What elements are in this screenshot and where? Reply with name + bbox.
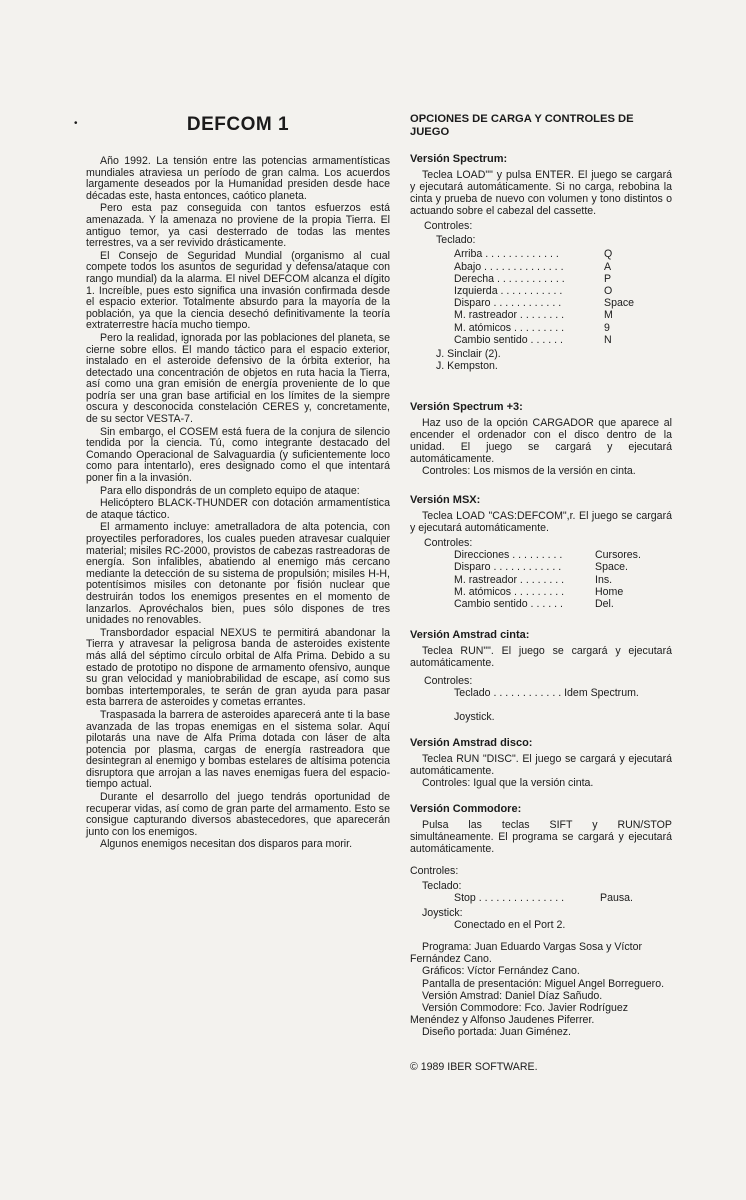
key-row [410,273,672,285]
key-action: Abajo . . . . . . . . . . . . . . [454,260,564,273]
keyboard-label: Teclado: [422,880,462,893]
port-line: Conectado en el Port 2. [454,918,566,931]
key-row [410,309,672,321]
paragraph: Pero la realidad, ignorada por las poblaciones del planeta, se cierne sobre ellos. El mando táctico para el espacio exterior, instalado en el asteroide defensivo de la órbita exterior, ha detectado una concentración de objetos en ruta hacia la Tierra, así como una gran emisión de energía proveniente de lo que podría ser una gran base artificial en los límites de la siempre oscura y desconocida constelación CERES y, concretamente, de su sector VESTA-7. [86,331,390,426]
section-heading: Versión Commodore: [410,803,522,815]
key-action: M. atómicos . . . . . . . . . [454,321,565,334]
key-action: Cambio sentido . . . . . . [454,597,563,610]
key-action: Disparo . . . . . . . . . . . . [454,561,562,574]
paragraph: Traspasada la barrera de asteroides aparecerá ante ti la base avanzada de las tropas enemigas en el sistema solar. Aquí pilotarás una nave de Alfa Prima dotada con láser de alta potencia por plasma, cargas de energía rastreadora que desintegran al enemigo y bombas estelares de altísima potencia disruptora que arrojan a las naves enemigas fuera del espacio-tiempo actual. [86,708,390,791]
paragraph: Transbordador espacial NEXUS te permitirá abandonar la Tierra y atravesar la peligrosa banda de asteroides existente más allá del séptimo círculo orbital de Alfa Prima. Debido a su estado de prototipo no dispone de armamento ofensivo, aunque su gran velocidad y maniobrabilidad de escape, así como sus bombas intertemporales, te serán de gran ayuda para pasar esta barrera de asteroides y cometas errantes. [86,626,390,709]
section-amstrad-disco [410,737,672,789]
credit-line: Diseño portada: Juan Giménez. [422,1026,571,1039]
key-value: N [604,333,612,346]
key-value: P [604,272,612,285]
controls-text: Controles: Igual que la versión cinta. [422,777,594,789]
key-value: M [604,309,613,322]
key-value: Q [604,248,613,261]
key-value: Del. [595,597,614,610]
joystick-label: Joystick: [422,906,463,919]
key-action: M. atómicos . . . . . . . . . [454,585,565,598]
copyright: © 1989 IBER SOFTWARE. [410,1061,538,1073]
controls-label: Controles: [410,865,459,877]
key-value: Home [595,585,624,598]
paragraph: Año 1992. La tensión entre las potencias armamentísticas mundiales atraviesa un período de gran calma. Los acuerdos largamente deseados por la Humanidad presiden desde hace décadas este, hasta entonces, caótico planeta. [86,155,390,202]
joystick-sinclair: J. Sinclair (2). [436,347,501,360]
controls-label: Controles: [424,675,473,687]
section-text: Haz uso de la opción CARGADOR que aparece al encender el ordenador con el disco dentro de la unidad. El juego se cargará y ejecutará automáticamente. [410,417,672,465]
section-text: Teclea LOAD"" y pulsa ENTER. El juego se cargará y ejecutará automáticamente. Si no carga, rebobina la cinta y prueba de nuevo con volumen y tono distintos o actuando sobre el cabezal del cassette. [410,169,672,217]
paragraph: Para ello dispondrás de un completo equipo de ataque: [100,484,360,497]
key-action: Derecha . . . . . . . . . . . . [454,272,565,285]
key-action: Direcciones . . . . . . . . . [454,549,563,562]
key-action: M. rastreador . . . . . . . . [454,573,565,586]
paragraph: Pero esta paz conseguida con tantos esfuerzos está amenazada. Y la amenaza no proviene de la propia Tierra. El antiguo temor, ya casi desterrado de todas las mentes terrestres, va a ser revivido drásticamente. [86,202,390,250]
key-row [410,285,672,297]
key-value: A [604,260,612,273]
joystick-line: Joystick. [454,711,495,724]
key-row [410,586,672,598]
key-row [410,549,672,561]
key-row [410,261,672,273]
credits [410,941,672,1039]
key-row [410,574,672,586]
section-amstrad-cinta [410,629,672,724]
section-spectrum-plus3 [410,401,672,477]
game-title: DEFCOM 1 [186,114,290,135]
controls-label: Controles: [424,220,473,232]
key-action: Cambio sentido . . . . . . [454,333,563,346]
key-value: Cursores. [595,549,641,562]
paragraph: Helicóptero BLACK-THUNDER con dotación armamentística de ataque táctico. [86,497,390,521]
story-text [86,156,390,852]
key-value: 9 [604,321,610,334]
credit-line: Versión Commodore: Fco. Javier Rodríguez Menéndez y Alfonso Jaudenes Piferrer. [410,1002,629,1027]
key-action: Izquierda . . . . . . . . . . . [454,284,563,297]
controls-text: Controles: Los mismos de la versión en cinta. [422,465,636,477]
key-row [410,334,672,346]
section-text: Teclea LOAD "CAS:DEFCOM",r. El juego se cargará y ejecutará automáticamente. [410,510,672,534]
key-row [410,561,672,573]
joystick-kempston: J. Kempston. [436,360,498,373]
section-heading: Versión Amstrad disco: [410,737,533,749]
bullet-mark: • [74,118,78,129]
paragraph: Sin embargo, el COSEM está fuera de la conjura de silencio tendida por la ciencia. Tú, como integrante destacado del Comando Operacional de Salvaguardia (y suficientemente loco como para intentarlo), eres designado como el que intentará poner fin a la invasión. [86,425,390,485]
key-row [410,297,672,309]
section-text: Pulsa las teclas SIFT y RUN/STOP simultáneamente. El programa se cargará y ejecutará automáticamente. [410,819,672,855]
paragraph: El armamento incluye: ametralladora de alta potencia, con proyectiles perforadores, los cuales pueden atravesar cualquier material; misiles RC-2000, provistos de cabezas rastreadoras de energía. Son infalibles, abatiendo al enemigo más cercano mediante la detección de su sistema de propulsión; misiles H-H, potentísimos misiles con detonante por fisión nuclear que destruirán todos los enemigos presentes en el momento de lanzarlos. Aprovéchalos bien, pues sólo dispones de tres unidades no renovables. [86,521,390,627]
options-title: OPCIONES DE CARGA Y CONTROLES DE JUEGO [410,113,634,138]
keyboard-label: Teclado: [436,234,476,247]
key-action: M. rastreador . . . . . . . . [454,309,565,322]
key-action: Disparo . . . . . . . . . . . . [454,297,562,310]
key-table [410,549,672,610]
section-spectrum [410,153,672,372]
section-msx [410,494,672,610]
key-value: O [604,284,613,297]
section-text: Teclea RUN "DISC". El juego se cargará y ejecutará automáticamente. [410,753,672,777]
key-row [410,248,672,260]
section-heading: Versión Spectrum: [410,153,508,165]
credit-line: Versión Amstrad: Daniel Díaz Sañudo. [422,989,603,1002]
key-action: Arriba . . . . . . . . . . . . . [454,248,559,261]
key-row [410,322,672,334]
paragraph: Durante el desarrollo del juego tendrás oportunidad de recuperar vidas, así como de gran parte del armamento. Esto se consigue capturando diversos abastecedores, que aparecerán junto con los enemigos. [86,791,390,838]
credit-line: Gráficos: Víctor Fernández Cano. [422,965,580,978]
key-row [410,598,672,610]
key-value: Ins. [595,573,613,586]
key-value: Space [604,297,635,310]
credit-line: Programa: Juan Eduardo Vargas Sosa y Víctor Fernández Cano. [410,941,643,966]
paragraph: Algunos enemigos necesitan dos disparos para morir. [100,838,353,851]
key-value: Pausa. [600,892,633,905]
controls-label: Controles: [424,537,473,549]
section-heading: Versión Spectrum +3: [410,401,523,413]
keyboard-line: Teclado . . . . . . . . . . . . Idem Spectrum. [454,687,639,700]
credit-line: Pantalla de presentación: Miguel Angel Borreguero. [422,977,665,990]
section-commodore [410,803,672,931]
section-heading: Versión Amstrad cinta: [410,629,530,641]
key-action: Stop . . . . . . . . . . . . . . . [454,892,565,905]
paragraph: El Consejo de Seguridad Mundial (organismo al cual compete todos los asuntos de seguridad y defensa/ataque con rango mundial) da la alarma. El nivel DEFCOM alcanza el dígito 1. Increíble, pues esto significa una invasión confirmada desde el espacio exterior. Totalmente absurdo para la mayoría de la población, ya que la ciencia desechó definitivamente la teoría extraterrestre hacía mucho tiempo. [86,249,390,332]
key-table [410,248,672,346]
section-heading: Versión MSX: [410,494,481,506]
key-value: Space. [595,561,628,574]
key-row [410,892,672,904]
section-text: Teclea RUN"". El juego se cargará y ejecutará automáticamente. [410,645,672,669]
